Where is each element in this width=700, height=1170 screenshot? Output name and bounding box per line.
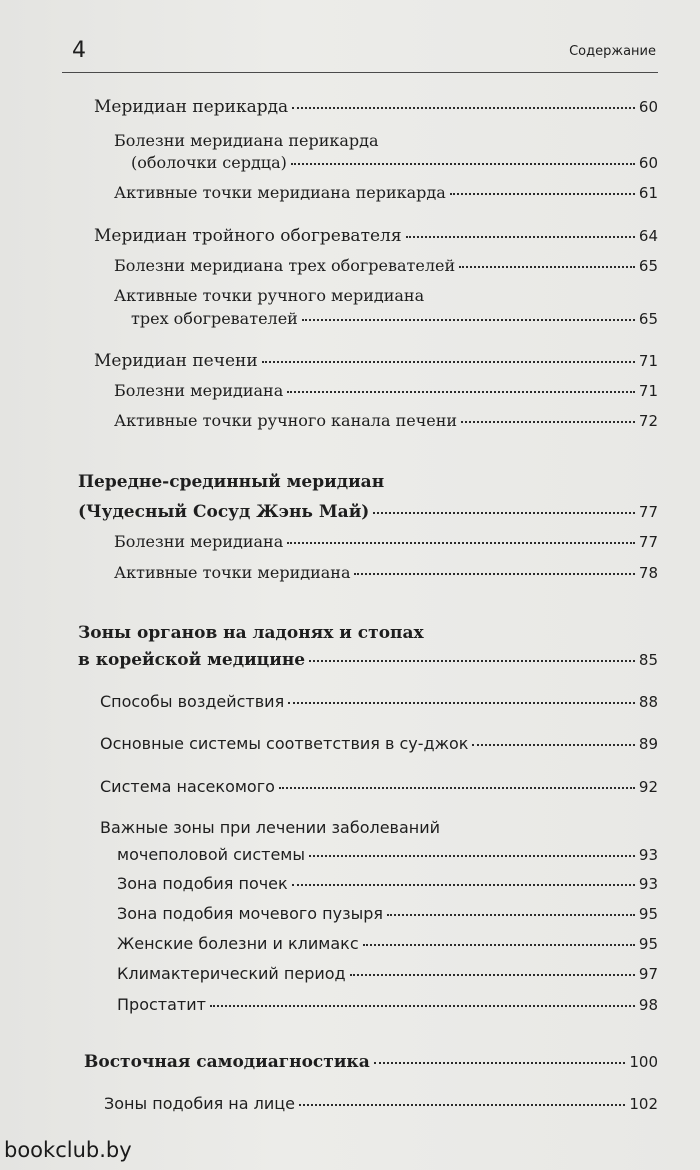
toc-entry-page: 64 [638, 227, 658, 245]
toc-entry-title: Восточная самодиагностика [84, 1052, 370, 1072]
toc-entry [100, 734, 658, 753]
toc-entry-page: 71 [638, 352, 658, 370]
toc-entry-title: Болезни меридиана трех обогревателей [114, 256, 456, 275]
toc-entry-title: Активные точки меридиана [114, 563, 351, 582]
toc-entry-page: 95 [638, 905, 658, 923]
leader-dots [309, 855, 635, 857]
toc-entry-page: 100 [629, 1053, 658, 1071]
toc-entry [114, 563, 658, 582]
leader-dots [406, 236, 635, 238]
leader-dots [363, 944, 635, 946]
toc-entry-title-line: Болезни меридиана перикарда [114, 131, 379, 150]
toc-entry-page: 71 [638, 382, 658, 400]
toc-entry [131, 309, 658, 328]
toc-entry-page: 78 [638, 564, 658, 582]
toc-entry [100, 777, 658, 796]
toc-entry-title: Болезни меридиана [114, 532, 284, 551]
leader-dots [354, 573, 634, 575]
leader-dots [292, 107, 635, 109]
toc-entry-title-line: Важные зоны при лечении заболеваний [100, 818, 441, 837]
toc-entry [114, 381, 658, 400]
toc-entry-title: Женские болезни и климакс [117, 934, 359, 953]
leader-dots [459, 266, 635, 268]
toc-entry-title: Система насекомого [100, 777, 275, 796]
toc-entry [94, 226, 658, 246]
toc-entry-title: трех обогревателей [131, 309, 298, 328]
toc-entry [117, 845, 658, 864]
toc-entry-title: Зона подобия почек [117, 874, 288, 893]
leader-dots [210, 1005, 635, 1007]
leader-dots [288, 702, 635, 704]
leader-dots [450, 193, 635, 195]
toc-entry-page: 92 [638, 778, 658, 796]
toc-entry [104, 1094, 658, 1113]
toc-entry-title: Меридиан печени [94, 351, 258, 371]
toc-entry-title: Зона подобия мочевого пузыря [117, 904, 383, 923]
toc-entry [94, 351, 658, 371]
toc-entry-title: Активные точки ручного канала печени [114, 411, 458, 430]
toc-entry-page: 97 [638, 965, 658, 983]
toc-entry [117, 934, 658, 953]
leader-dots [374, 1062, 626, 1064]
toc-entry-title: Активные точки меридиана перикарда [114, 183, 446, 202]
toc-entry-page: 93 [638, 875, 658, 893]
toc-entry [117, 964, 658, 983]
running-title: Содержание [569, 44, 656, 59]
toc-entry [114, 411, 658, 430]
toc-entry [131, 153, 658, 172]
toc-entry-title: Способы воздействия [100, 692, 285, 711]
toc-entry-title: Меридиан перикарда [94, 97, 289, 117]
leader-dots [350, 974, 635, 976]
toc-entry-page: 98 [638, 996, 658, 1014]
leader-dots [287, 542, 635, 544]
toc-entry-title-line: Активные точки ручного меридиана [114, 286, 425, 305]
toc-entry-page: 77 [638, 533, 658, 551]
toc-entry [114, 183, 658, 202]
leader-dots [387, 914, 635, 916]
leader-dots [302, 319, 635, 321]
toc-section-entry [78, 650, 658, 670]
toc-entry [114, 532, 658, 551]
site-watermark: bookclub.by [4, 1138, 132, 1162]
toc-entry [117, 874, 658, 893]
toc-entry-page: 72 [638, 412, 658, 430]
toc-entry-title: Зоны подобия на лице [104, 1094, 296, 1113]
toc-entry-title: Основные системы соответствия в су-джок [100, 734, 469, 753]
toc-section-entry [78, 502, 658, 522]
toc-entry-page: 65 [638, 310, 658, 328]
toc-entry-page: 95 [638, 935, 658, 953]
leader-dots [461, 421, 635, 423]
leader-dots [262, 361, 635, 363]
toc-entry-page: 89 [638, 735, 658, 753]
toc-entry [117, 904, 658, 923]
toc-entry-title: Простатит [117, 995, 206, 1014]
toc-entry-page: 88 [638, 693, 658, 711]
toc-entry-title: в корейской медицине [78, 650, 306, 670]
toc-entry-title: (оболочки сердца) [131, 153, 287, 172]
toc-section-entry [84, 1052, 658, 1072]
toc-entry-title: (Чудесный Сосуд Жэнь Май) [78, 502, 370, 522]
toc-entry-page: 93 [638, 846, 658, 864]
leader-dots [299, 1104, 625, 1106]
toc-entry-title: Меридиан тройного обогревателя [94, 226, 402, 246]
toc-entry [100, 692, 658, 711]
leader-dots [291, 163, 635, 165]
toc-entry-title: мочеполовой системы [117, 845, 305, 864]
toc-entry [117, 995, 658, 1014]
leader-dots [292, 884, 635, 886]
leader-dots [279, 787, 635, 789]
page-number: 4 [72, 38, 86, 63]
toc-entry-page: 77 [638, 503, 658, 521]
leader-dots [309, 660, 635, 662]
toc-section-title-line: Передне-срединный меридиан [78, 472, 385, 492]
toc-entry [114, 256, 658, 275]
toc-entry-page: 102 [629, 1095, 658, 1113]
toc-entry-page: 60 [638, 154, 658, 172]
toc-entry [94, 97, 658, 117]
toc-entry-page: 85 [638, 651, 658, 669]
toc-entry-page: 61 [638, 184, 658, 202]
toc-entry-title: Климактерический период [117, 964, 346, 983]
toc-entry-title: Болезни меридиана [114, 381, 284, 400]
leader-dots [472, 744, 634, 746]
leader-dots [373, 512, 635, 514]
toc-section-title-line: Зоны органов на ладонях и стопах [78, 623, 424, 643]
leader-dots [287, 391, 635, 393]
toc-entry-page: 65 [638, 257, 658, 275]
toc-entry-page: 60 [638, 98, 658, 116]
